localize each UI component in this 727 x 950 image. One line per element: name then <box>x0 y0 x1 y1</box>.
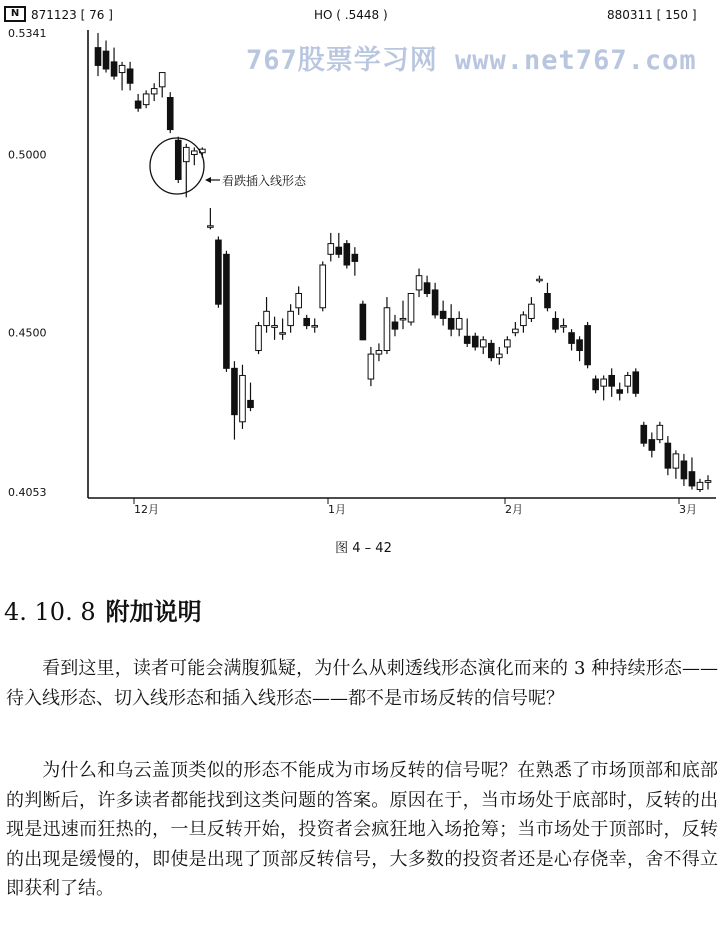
candle-body-bearish <box>304 318 310 325</box>
candle-body-bullish <box>561 326 567 328</box>
candle <box>432 283 438 319</box>
symbol-label: HO ( .5448 ) <box>314 8 388 22</box>
candle-body-bullish <box>400 318 406 320</box>
candle-body-bullish <box>192 151 198 155</box>
section-number: 4. 10. 8 <box>4 598 96 626</box>
candle-body-bearish <box>665 443 671 468</box>
candle-body-bearish <box>232 368 238 414</box>
candle-body-bearish <box>577 340 583 351</box>
start-date-label: 871123 [ 76 ] <box>31 8 113 22</box>
candle <box>208 208 214 229</box>
candle <box>336 233 342 258</box>
candle <box>216 236 222 307</box>
section-heading <box>4 592 202 627</box>
candle-body-bearish <box>649 440 655 451</box>
candle <box>505 336 511 354</box>
candle-body-bearish <box>545 294 551 308</box>
candle <box>601 375 607 400</box>
candle <box>456 311 462 336</box>
candle-body-bullish <box>272 326 278 328</box>
candle-body-bullish <box>705 481 711 483</box>
candle <box>224 251 230 372</box>
candle-body-bearish <box>127 69 133 83</box>
x-tick-label: 12月 <box>134 503 159 516</box>
candle <box>448 304 454 336</box>
candle-body-bearish <box>95 48 101 66</box>
candle <box>328 233 334 262</box>
candle <box>232 361 238 439</box>
candle <box>264 297 270 333</box>
candle-body-bullish <box>320 265 326 308</box>
candle-body-bearish <box>609 375 615 386</box>
candle-body-bullish <box>208 226 214 228</box>
y-tick-label: 0.4500 <box>8 326 47 340</box>
candle <box>625 372 631 393</box>
candle-body-bullish <box>264 311 270 325</box>
candle <box>697 479 703 492</box>
candle <box>119 62 125 91</box>
candle-body-bullish <box>240 375 246 421</box>
candle <box>288 304 294 333</box>
y-tick-label: 0.4053 <box>8 486 47 499</box>
candle <box>440 301 446 326</box>
candle <box>143 90 149 108</box>
candle-body-bearish <box>593 379 599 390</box>
watermark: 767股票学习网 www.net767.com <box>246 45 697 76</box>
candle-body-bullish <box>159 73 165 87</box>
candle-body-bullish <box>480 340 486 347</box>
candle <box>376 343 382 361</box>
candle-body-bearish <box>488 343 494 357</box>
candle-body-bullish <box>673 454 679 468</box>
candle <box>127 62 133 91</box>
candle <box>416 269 422 298</box>
candle <box>488 340 494 361</box>
candle-body-bullish <box>497 354 503 358</box>
pattern-annotation: 看跌插入线形态 <box>222 174 307 188</box>
paragraph-text: 看到这里，读者可能会满腹狐疑，为什么从刺透线形态演化而来的 3 种持续形态——待入线形态、切入线形态和插入线形态——都不是市场反转的信号呢？ <box>6 658 718 709</box>
candle <box>312 318 318 332</box>
candle <box>280 318 286 339</box>
candle-body-bearish <box>440 311 446 318</box>
candle-body-bearish <box>448 318 454 329</box>
candle-body-bearish <box>103 51 109 69</box>
end-date-label: 880311 [ 150 ] <box>607 8 697 22</box>
candle <box>167 92 173 133</box>
candle <box>192 147 198 165</box>
candle-body-bearish <box>553 318 559 329</box>
candle-body-bearish <box>569 333 575 344</box>
candle <box>649 432 655 457</box>
candle-body-bearish <box>633 372 639 393</box>
candle <box>633 368 639 397</box>
candle <box>95 33 101 76</box>
candle-body-bullish <box>143 94 149 105</box>
candle <box>272 317 278 340</box>
candle-body-bullish <box>328 244 334 255</box>
candle <box>344 240 350 269</box>
candle-body-bearish <box>175 140 181 179</box>
candle-body-bullish <box>280 333 286 335</box>
candle-body-bearish <box>336 247 342 254</box>
candle-body-bullish <box>151 89 157 94</box>
candle-body-bearish <box>681 461 687 479</box>
candle-body-bullish <box>456 318 462 329</box>
candle-body-bearish <box>617 390 623 394</box>
candle <box>360 301 366 340</box>
candle-body-bullish <box>529 304 535 318</box>
candle <box>657 422 663 443</box>
section-title: 附加说明 <box>105 597 202 626</box>
candle <box>529 297 535 322</box>
candle <box>424 276 430 297</box>
candle-body-bullish <box>505 340 511 347</box>
candle <box>304 315 310 329</box>
y-tick-label: 0.5341 <box>8 27 47 40</box>
candle-body-bullish <box>296 294 302 308</box>
candle-body-bullish <box>256 326 262 351</box>
candle <box>480 336 486 354</box>
candle <box>352 247 358 276</box>
candle-body-bullish <box>408 294 414 323</box>
candle-body-bullish <box>376 351 382 355</box>
candle-body-bearish <box>352 254 358 261</box>
y-tick-label: 0.5000 <box>8 148 47 162</box>
candle-body-bearish <box>135 101 141 108</box>
candle <box>111 48 117 80</box>
chart-logo-icon: N <box>4 6 26 22</box>
candle-body-bullish <box>312 326 318 328</box>
candle-body-bearish <box>472 336 478 347</box>
candle-body-bullish <box>119 65 125 72</box>
paragraph-text: 为什么和乌云盖顶类似的形态不能成为市场反转的信号呢？在熟悉了市场顶部和底部的判断后，许多读者都能找到这类问题的答案。原因在于，当市场处于底部时，反转的出现是迅速而狂热的，一旦反转开始，投资者会疯狂地入场抢筹；当市场处于顶部时，反转的出现是缓慢的，即使是出现了顶部反转信号，大多数的投资者还是心存侥幸，舍不得立即获利了结。 <box>6 760 718 899</box>
candle-body-bearish <box>360 304 366 340</box>
candle-body-bearish <box>641 425 647 443</box>
candle-body-bearish <box>111 62 117 76</box>
candle-body-bullish <box>657 425 663 439</box>
candle <box>545 283 551 312</box>
candle <box>472 333 478 351</box>
candle <box>384 297 390 354</box>
candle <box>569 329 575 350</box>
candle <box>256 322 262 354</box>
candle <box>561 318 567 332</box>
candle <box>641 422 647 447</box>
candle <box>689 457 695 489</box>
candle <box>248 383 254 412</box>
candle <box>593 375 599 393</box>
paragraph <box>6 654 718 713</box>
x-tick-label: 3月 <box>679 503 697 516</box>
candle <box>513 322 519 336</box>
candle <box>665 436 671 475</box>
candle-body-bearish <box>585 326 591 365</box>
candle <box>183 144 189 197</box>
candle <box>553 311 559 332</box>
candle <box>159 73 165 98</box>
candle-body-bearish <box>689 472 695 486</box>
candle <box>400 301 406 330</box>
candle <box>103 40 109 72</box>
candle-body-bullish <box>416 276 422 290</box>
candle <box>368 347 374 386</box>
candle <box>577 336 583 361</box>
candle-body-bearish <box>167 98 173 130</box>
candle-body-bullish <box>537 279 543 281</box>
candle-body-bullish <box>183 147 189 161</box>
candle-body-bullish <box>368 354 374 379</box>
candle <box>392 315 398 336</box>
candle <box>537 276 543 283</box>
candle-body-bearish <box>248 400 254 407</box>
x-tick-label: 2月 <box>505 503 523 516</box>
candle-body-bullish <box>697 482 703 489</box>
candle <box>464 318 470 347</box>
candle-body-bearish <box>344 244 350 265</box>
candle-body-bullish <box>521 315 527 326</box>
candle-body-bullish <box>513 329 519 333</box>
candle <box>408 294 414 326</box>
candle-body-bearish <box>216 240 222 304</box>
candle <box>585 322 591 368</box>
candle <box>617 383 623 401</box>
candle <box>320 261 326 311</box>
candle <box>521 311 527 332</box>
candle <box>497 347 503 365</box>
candle <box>240 365 246 429</box>
candle-body-bearish <box>432 290 438 315</box>
candle <box>705 475 711 489</box>
candle <box>296 286 302 315</box>
candle-body-bullish <box>601 379 607 386</box>
candle <box>673 450 679 479</box>
candle-body-bullish <box>625 375 631 386</box>
candle-body-bullish <box>288 311 294 325</box>
candle <box>151 83 157 101</box>
x-tick-label: 1月 <box>328 503 346 516</box>
candle <box>135 94 141 112</box>
annotation-arrowhead <box>205 177 211 183</box>
candle <box>175 137 181 183</box>
candle <box>609 368 615 397</box>
figure-caption: 图 4 – 42 <box>335 541 392 556</box>
candle-body-bearish <box>424 283 430 294</box>
candle-body-bullish <box>384 308 390 351</box>
paragraph <box>6 756 718 904</box>
candle-body-bearish <box>392 322 398 329</box>
candle-body-bearish <box>464 336 470 343</box>
candle <box>681 454 687 486</box>
candle-body-bearish <box>224 254 230 368</box>
